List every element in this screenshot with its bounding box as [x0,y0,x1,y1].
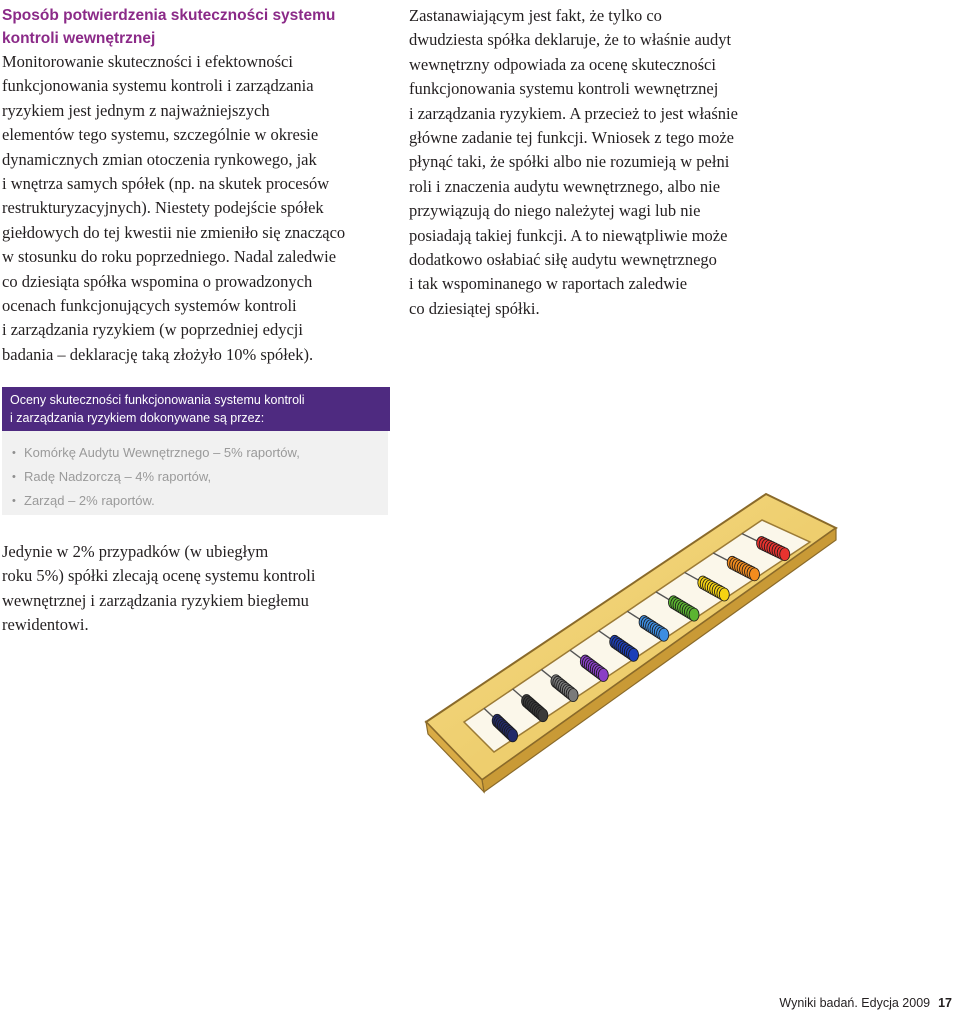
text-line: Zastanawiającym jest fakt, że tylko co [409,6,662,25]
bottom-paragraph [2,540,382,638]
abacus-bead [780,548,790,561]
page-number: 17 [938,996,952,1010]
heading-line: Sposób potwierdzenia skuteczności systemu [2,7,336,24]
text-line: dynamicznych zmian otoczenia rynkowego, jak [2,149,317,169]
text-line: i zarządzania ryzykiem. A przecież to jest właśnie [409,103,738,123]
list-item-text: Radę Nadzorczą – 4% raportów, [24,469,212,484]
abacus-bead [750,568,760,581]
text-line: posiadają takiej funkcji. A to niewątpliwie może [409,225,728,245]
abacus-bead [508,729,518,742]
text-line: restrukturyzacyjnych). Niestety podejście spółek [2,198,324,218]
text-line: i tak wspominanego w raportach zaledwie [409,274,688,294]
publication-title: Wyniki badań. Edycja 2009 [779,996,931,1010]
abacus-bead [538,709,548,722]
list-item-text: Zarząd – 2% raportów. [24,493,155,508]
text-line: i wnętrza samych spółek (np. na skutek procesów [2,174,330,194]
text-line: dodatkowo osłabiać siłę audytu wewnętrznego [409,250,717,270]
text-line: i zarządzania ryzykiem (w poprzedniej edycji [2,320,303,340]
text-line: rewidentowi. [2,615,89,635]
text-line: przywiązują do niego należytej wagi lub nie [409,201,701,221]
text-line: roku 5%) spółki zlecają ocenę systemu kontroli [2,566,316,586]
list-item-text: Komórkę Audytu Wewnętrznego – 5% raportów, [24,445,300,460]
left-paragraph [2,50,388,367]
abacus-bead [629,648,639,661]
text-line: elementów tego systemu, szczególnie w okresie [2,125,319,145]
info-box-body [2,431,388,515]
text-line: Jedynie w 2% przypadków (w ubiegłym [2,542,269,561]
section-heading [2,4,382,50]
list-item [12,465,388,489]
text-line: wewnętrzny odpowiada za ocenę skuteczności [409,54,716,74]
abacus-frame [426,494,836,792]
info-box-heading-line: i zarządzania ryzykiem dokonywane są przez: [10,411,265,425]
text-line: dwudziesta spółka deklaruje, że to właśnie audyt [409,30,732,50]
bullet-icon: • [12,471,16,483]
text-line: główne zadanie tej funkcji. Wniosek z tego może [409,128,734,148]
bullet-icon: • [12,447,16,459]
heading-line: kontroli wewnętrznej [2,30,156,47]
abacus-bead [719,588,729,601]
list-item [12,441,388,465]
info-box-list [2,431,388,513]
text-line: giełdowych do tej kwestii nie zmieniło się znacząco [2,222,346,242]
page-footer [779,996,952,1010]
text-line: co dziesiąta spółka wspomina o prowadzonych [2,271,313,291]
abacus-illustration [398,484,858,794]
abacus-bead [659,628,669,641]
text-line: co dziesiątej spółki. [409,298,540,318]
text-line: funkcjonowania systemu kontroli wewnętrznej [409,79,719,99]
text-line: badania – deklarację taką złożyło 10% spółek). [2,344,314,364]
text-line: ocenach funkcjonujących systemów kontroli [2,296,297,316]
text-line: ryzykiem jest jednym z najważniejszych [2,100,270,120]
text-line: płynąć taki, że spółki albo nie rozumieją w pełni [409,152,730,172]
bullet-icon: • [12,495,16,507]
info-box-heading-line: Oceny skuteczności funkcjonowania systemu kontroli [10,393,305,407]
right-paragraph [409,4,791,321]
abacus-bead [568,689,578,702]
list-item [12,489,388,513]
text-line: roli i znaczenia audytu wewnętrznego, albo nie [409,176,721,196]
text-line: Monitorowanie skuteczności i efektowności [2,52,293,71]
abacus-bead [689,608,699,621]
info-box-header [2,387,390,431]
abacus-bead [598,668,608,681]
text-line: wewnętrznej i zarządzania ryzykiem biegłemu [2,590,309,610]
text-line: w stosunku do roku poprzedniego. Nadal zaledwie [2,247,337,267]
text-line: funkcjonowania systemu kontroli i zarządzania [2,76,314,96]
